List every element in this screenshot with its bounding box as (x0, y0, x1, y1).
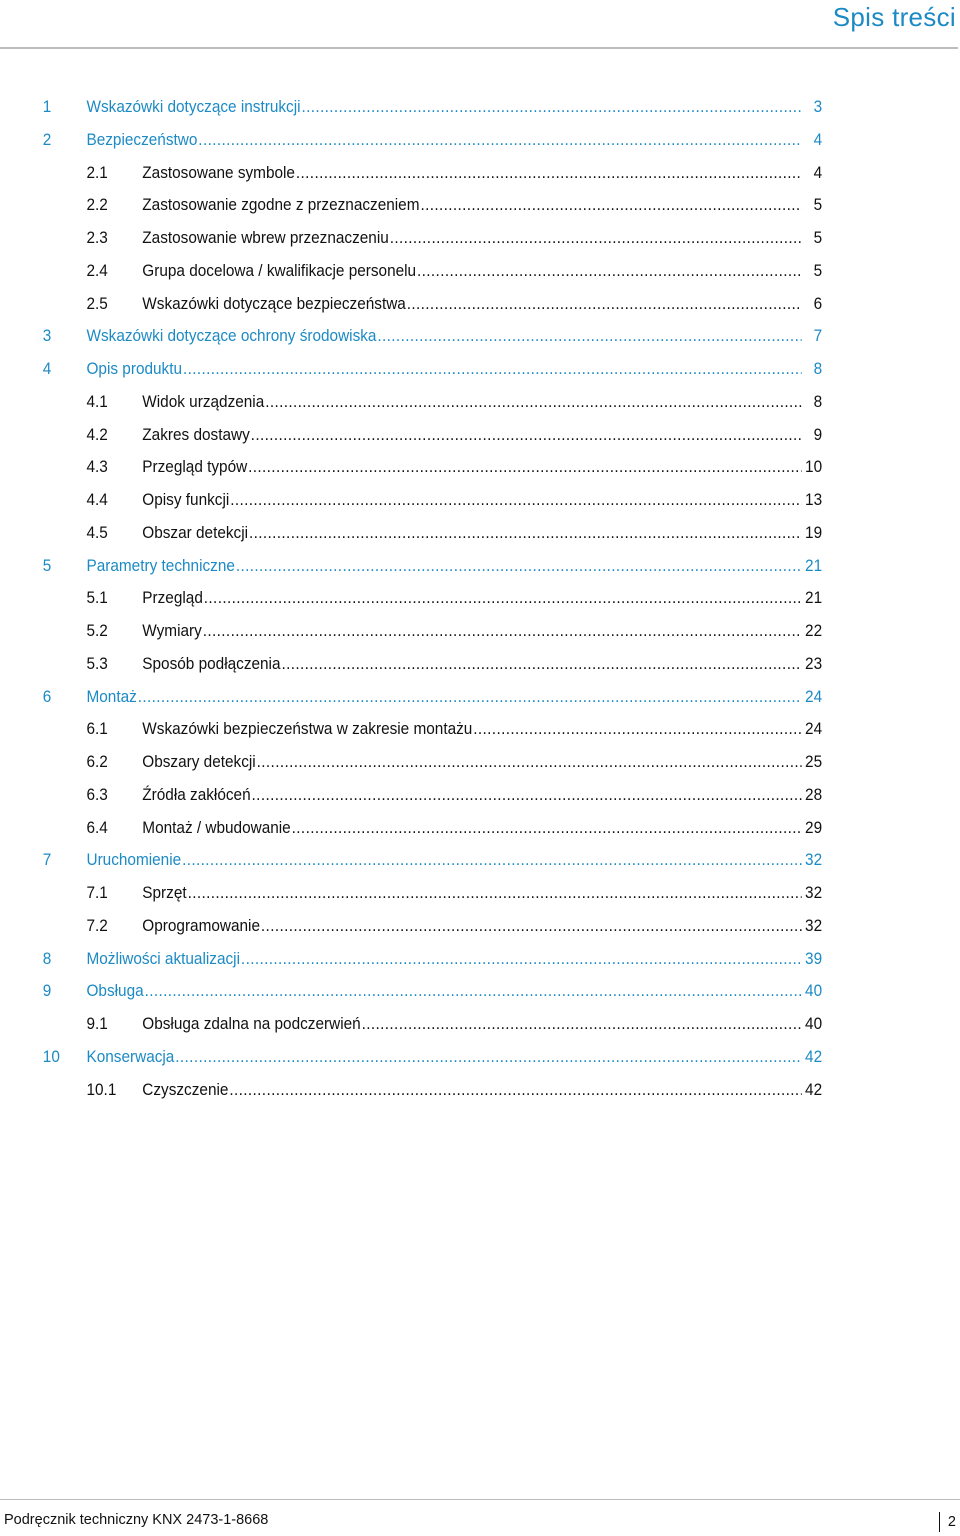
toc-dot-leader (261, 910, 802, 943)
toc-entry-leader (142, 386, 822, 419)
toc-entry-page: 32 (805, 916, 823, 935)
toc-entry-number: 6.1 (86, 720, 108, 739)
toc-entry-label: Obsługa zdalna na podczerwień (142, 1015, 361, 1033)
toc-entry-page: 21 (805, 589, 823, 608)
toc-entry-label: Wymiary (142, 622, 202, 640)
toc-entry-label: Sprzęt (142, 884, 187, 902)
toc-entry-page: 42 (805, 1047, 823, 1066)
toc-entry-number: 6.2 (86, 753, 108, 771)
toc-entry-page: 5 (813, 196, 823, 215)
toc-entry-label: Wskazówki dotyczące instrukcji (86, 98, 301, 116)
toc-entry-leader (142, 648, 822, 681)
toc-chapter-entry[interactable] (0, 320, 893, 353)
toc-entry-leader (86, 320, 822, 353)
toc-entry-page: 32 (805, 851, 823, 870)
toc-section-entry[interactable] (0, 222, 893, 255)
toc-entry-page: 3 (813, 98, 823, 116)
toc-entry-number: 5.1 (86, 589, 108, 608)
toc-section-entry[interactable] (0, 451, 893, 484)
toc-chapter-entry[interactable] (0, 91, 893, 124)
toc-entry-number: 10.1 (86, 1080, 117, 1099)
toc-entry-page: 10 (805, 458, 823, 477)
toc-entry-leader (142, 222, 822, 255)
toc-chapter-entry[interactable] (0, 844, 893, 877)
toc-entry-number: 2.4 (86, 261, 108, 280)
toc-entry-number: 3 (42, 327, 52, 346)
toc-entry-page: 22 (805, 622, 823, 640)
toc-entry-leader (86, 550, 822, 583)
toc-entry-leader (142, 484, 822, 517)
toc-section-entry[interactable] (0, 419, 893, 452)
toc-dot-leader (473, 713, 801, 746)
toc-dot-leader (204, 582, 802, 615)
toc-entry-page: 4 (813, 163, 823, 182)
toc-dot-leader (249, 517, 802, 550)
toc-entry-leader (142, 288, 822, 321)
toc-dot-leader (362, 1008, 802, 1041)
toc-entry-number: 9 (42, 982, 52, 1001)
toc-section-entry[interactable] (0, 517, 893, 550)
toc-entry-page: 28 (805, 785, 823, 804)
toc-chapter-entry[interactable] (0, 943, 893, 976)
toc-section-entry[interactable] (0, 910, 893, 943)
footer-divider (0, 1499, 960, 1500)
toc-entry-leader (142, 189, 822, 222)
toc-entry-label: Wskazówki bezpieczeństwa w zakresie montażu (142, 720, 473, 739)
toc-chapter-entry[interactable] (0, 975, 893, 1008)
toc-entry-label: Zakres dostawy (142, 425, 250, 444)
toc-entry-leader (142, 746, 822, 779)
toc-entry-page: 29 (805, 818, 823, 837)
title-divider (0, 47, 958, 49)
toc-section-entry[interactable] (0, 255, 893, 288)
toc-entry-label: Możliwości aktualizacji (86, 949, 240, 968)
toc-entry-page: 32 (805, 884, 823, 902)
toc-entry-label: Opis produktu (86, 360, 183, 378)
toc-dot-leader (183, 353, 802, 386)
page-title: Spis treści (832, 2, 956, 32)
toc-dot-leader (390, 222, 802, 255)
toc-entry-page: 42 (805, 1080, 823, 1099)
toc-dot-leader (198, 124, 801, 157)
toc-entry-number: 4 (42, 360, 52, 378)
toc-entry-number: 2.3 (86, 229, 108, 247)
toc-entry-page: 9 (813, 425, 823, 444)
toc-entry-label: Widok urządzenia (142, 392, 265, 411)
toc-entry-number: 4.1 (86, 392, 108, 411)
toc-dot-leader (301, 91, 801, 124)
toc-entry-label: Bezpieczeństwo (86, 130, 198, 149)
toc-dot-leader (296, 157, 802, 190)
toc-dot-leader (229, 1074, 801, 1107)
toc-dot-leader (241, 943, 802, 976)
toc-entry-label: Montaż / wbudowanie (142, 818, 291, 837)
toc-entry-label: Obsługa (86, 982, 144, 1001)
toc-entry-label: Zastosowanie wbrew przeznaczeniu (142, 229, 389, 247)
toc-entry-label: Grupa docelowa / kwalifikacje personelu (142, 261, 417, 280)
toc-entry-number: 9.1 (86, 1015, 108, 1033)
toc-entry-label: Przegląd typów (142, 458, 248, 477)
toc-dot-leader (377, 320, 801, 353)
toc-entry-page: 7 (813, 327, 823, 346)
toc-entry-leader (142, 877, 822, 910)
toc-entry-number: 2.2 (86, 196, 108, 215)
toc-chapter-entry[interactable] (0, 550, 893, 583)
toc-section-entry[interactable] (0, 288, 893, 321)
toc-entry-leader (86, 844, 822, 877)
toc-dot-leader (265, 386, 801, 419)
toc-entry-page: 39 (805, 949, 823, 968)
toc-entry-page: 8 (813, 360, 823, 378)
toc-entry-number: 7 (42, 851, 52, 870)
toc-section-entry[interactable] (0, 189, 893, 222)
toc-entry-page: 24 (805, 720, 823, 739)
toc-dot-leader (251, 419, 802, 452)
toc-section-entry[interactable] (0, 1008, 893, 1041)
toc-entry-leader (142, 779, 822, 812)
toc-entry-label: Montaż (86, 687, 137, 706)
toc-entry-leader (142, 582, 822, 615)
toc-entry-leader (142, 451, 822, 484)
toc-entry-leader (86, 1041, 822, 1074)
toc-section-entry[interactable] (0, 812, 893, 845)
toc-section-entry[interactable] (0, 1074, 893, 1107)
toc-chapter-entry[interactable] (0, 1041, 893, 1074)
toc-chapter-entry[interactable] (0, 353, 893, 386)
toc-entry-leader (86, 91, 822, 124)
toc-dot-leader (420, 189, 801, 222)
toc-dot-leader (292, 812, 802, 845)
toc-entry-label: Przegląd (142, 589, 203, 608)
toc-entry-page: 23 (805, 654, 823, 673)
toc-entry-leader (142, 517, 822, 550)
toc-entry-number: 6 (42, 687, 52, 706)
toc-entry-label: Źródła zakłóceń (142, 785, 251, 804)
toc-entry-label: Obszary detekcji (142, 753, 256, 771)
footer-page-number: 2 (939, 1512, 956, 1532)
toc-entry-label: Parametry techniczne (86, 556, 235, 575)
toc-dot-leader (145, 975, 802, 1008)
toc-entry-page: 5 (813, 261, 823, 280)
toc-entry-number: 5.2 (86, 622, 108, 640)
toc-section-entry[interactable] (0, 582, 893, 615)
toc-entry-page: 8 (813, 392, 823, 411)
toc-entry-page: 25 (805, 753, 823, 771)
toc-entry-page: 19 (805, 523, 823, 542)
toc-entry-leader (142, 812, 822, 845)
toc-entry-leader (142, 419, 822, 452)
toc-dot-leader (248, 451, 802, 484)
toc-entry-number: 5 (42, 556, 52, 575)
toc-section-entry[interactable] (0, 484, 893, 517)
toc-entry-page: 13 (805, 491, 823, 509)
toc-dot-leader (281, 648, 801, 681)
toc-dot-leader (182, 844, 802, 877)
toc-entry-leader (142, 615, 822, 648)
toc-section-entry[interactable] (0, 877, 893, 910)
toc-entry-label: Zastosowanie zgodne z przeznaczeniem (142, 196, 420, 215)
toc-entry-number: 7.1 (86, 884, 108, 902)
toc-section-entry[interactable] (0, 615, 893, 648)
toc-dot-leader (188, 877, 802, 910)
toc-entry-number: 5.3 (86, 654, 108, 673)
toc-entry-number: 7.2 (86, 916, 108, 935)
toc-dot-leader (175, 1041, 801, 1074)
toc-chapter-entry[interactable] (0, 681, 893, 714)
toc-entry-number: 2.5 (86, 294, 108, 313)
toc-entry-leader (86, 353, 822, 386)
toc-entry-number: 4.4 (86, 491, 108, 509)
toc-section-entry[interactable] (0, 746, 893, 779)
toc-entry-leader (142, 157, 822, 190)
toc-entry-number: 4.2 (86, 425, 108, 444)
toc-entry-page: 21 (805, 556, 823, 575)
toc-entry-leader (142, 1074, 822, 1107)
toc-dot-leader (257, 746, 802, 779)
toc-entry-page: 24 (805, 687, 823, 706)
toc-section-entry[interactable] (0, 713, 893, 746)
footer-document-title: Podręcznik techniczny KNX 2473-1-8668 (4, 1512, 269, 1528)
toc-entry-number: 4.3 (86, 458, 108, 477)
toc-entry-number: 2 (42, 130, 52, 149)
toc-entry-label: Obszar detekcji (142, 523, 249, 542)
toc-entry-number: 4.5 (86, 523, 108, 542)
toc-entry-page: 5 (813, 229, 823, 247)
toc-entry-label: Czyszczenie (142, 1080, 229, 1099)
toc-dot-leader (236, 550, 802, 583)
toc-entry-page: 40 (805, 982, 823, 1001)
toc-dot-leader (252, 779, 802, 812)
toc-entry-leader (142, 1008, 822, 1041)
toc-entry-number: 10 (42, 1047, 60, 1066)
toc-entry-label: Uruchomienie (86, 851, 182, 870)
toc-dot-leader (407, 288, 802, 321)
toc-entry-number: 8 (42, 949, 52, 968)
toc-entry-label: Wskazówki dotyczące bezpieczeństwa (142, 294, 406, 313)
toc-entry-label: Oprogramowanie (142, 916, 260, 935)
toc-entry-leader (86, 943, 822, 976)
toc-section-entry[interactable] (0, 779, 893, 812)
toc-entry-leader (86, 124, 822, 157)
toc-dot-leader (138, 681, 802, 714)
toc-dot-leader (230, 484, 801, 517)
toc-entry-leader (86, 681, 822, 714)
toc-entry-label: Zastosowane symbole (142, 163, 295, 182)
toc-entry-leader (142, 910, 822, 943)
toc-entry-leader (142, 255, 822, 288)
toc-section-entry[interactable] (0, 157, 893, 190)
toc-dot-leader (203, 615, 802, 648)
toc-entry-number: 6.4 (86, 818, 108, 837)
table-of-contents (0, 91, 960, 1106)
toc-entry-label: Wskazówki dotyczące ochrony środowiska (86, 327, 377, 346)
toc-entry-label: Konserwacja (86, 1047, 175, 1066)
toc-entry-number: 1 (42, 98, 52, 116)
toc-entry-page: 6 (813, 294, 823, 313)
toc-chapter-entry[interactable] (0, 124, 893, 157)
toc-entry-page: 4 (813, 130, 823, 149)
toc-entry-label: Sposób podłączenia (142, 654, 281, 673)
toc-entry-label: Opisy funkcji (142, 491, 230, 509)
toc-entry-leader (142, 713, 822, 746)
toc-entry-number: 6.3 (86, 785, 108, 804)
toc-dot-leader (417, 255, 802, 288)
toc-entry-number: 2.1 (86, 163, 108, 182)
toc-entry-leader (86, 975, 822, 1008)
toc-section-entry[interactable] (0, 648, 893, 681)
toc-section-entry[interactable] (0, 386, 893, 419)
toc-entry-page: 40 (805, 1015, 823, 1033)
